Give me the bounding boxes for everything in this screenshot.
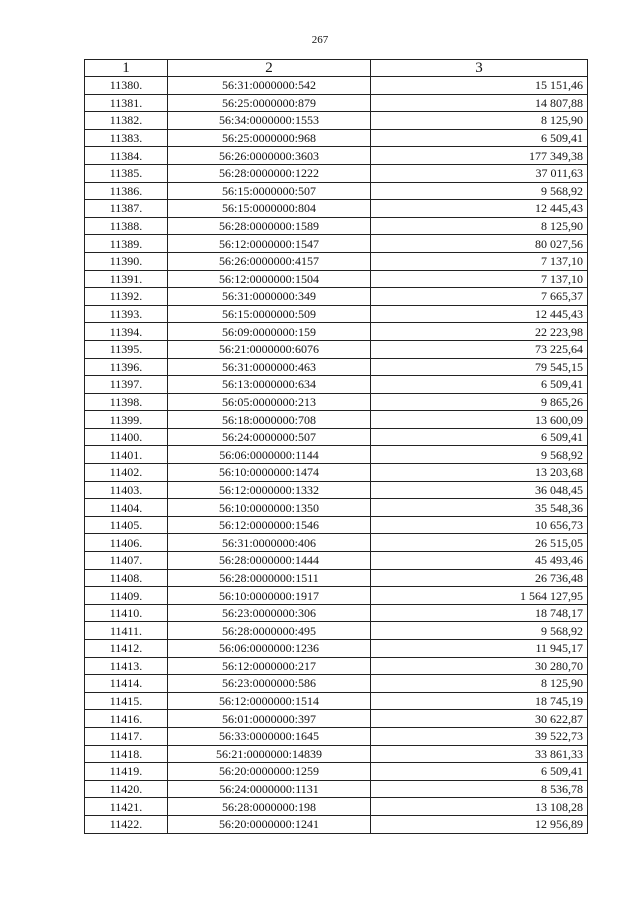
table-row <box>85 692 588 710</box>
row-number-cell: 11389. <box>85 235 168 253</box>
cadastral-number-cell: 56:28:0000000:1589 <box>168 217 371 235</box>
table-row <box>85 622 588 640</box>
table-row <box>85 499 588 517</box>
row-number-cell: 11404. <box>85 499 168 517</box>
row-number-cell: 11399. <box>85 411 168 429</box>
amount-cell: 13 203,68 <box>371 464 588 482</box>
amount-cell: 7 137,10 <box>371 270 588 288</box>
table-row <box>85 552 588 570</box>
amount-cell: 36 048,45 <box>371 481 588 499</box>
table-body <box>85 77 588 834</box>
cadastral-number-cell: 56:24:0000000:1131 <box>168 780 371 798</box>
cadastral-number-cell: 56:13:0000000:634 <box>168 376 371 394</box>
amount-cell: 9 568,92 <box>371 182 588 200</box>
amount-cell: 14 807,88 <box>371 94 588 112</box>
amount-cell: 6 509,41 <box>371 428 588 446</box>
row-number-cell: 11419. <box>85 763 168 781</box>
row-number-cell: 11415. <box>85 692 168 710</box>
cadastral-number-cell: 56:28:0000000:1222 <box>168 164 371 182</box>
cadastral-number-cell: 56:26:0000000:3603 <box>168 147 371 165</box>
row-number-cell: 11405. <box>85 516 168 534</box>
cadastral-number-cell: 56:26:0000000:4157 <box>168 252 371 270</box>
table-row <box>85 270 588 288</box>
table-row <box>85 252 588 270</box>
row-number-cell: 11403. <box>85 481 168 499</box>
cadastral-number-cell: 56:31:0000000:463 <box>168 358 371 376</box>
row-number-cell: 11397. <box>85 376 168 394</box>
row-number-cell: 11413. <box>85 657 168 675</box>
amount-cell: 79 545,15 <box>371 358 588 376</box>
amount-cell: 8 125,90 <box>371 112 588 130</box>
cadastral-number-cell: 56:31:0000000:349 <box>168 288 371 306</box>
amount-cell: 39 522,73 <box>371 727 588 745</box>
amount-cell: 26 515,05 <box>371 534 588 552</box>
table-row <box>85 428 588 446</box>
row-number-cell: 11384. <box>85 147 168 165</box>
row-number-cell: 11383. <box>85 129 168 147</box>
cadastral-number-cell: 56:12:0000000:1547 <box>168 235 371 253</box>
table-row <box>85 516 588 534</box>
cadastral-number-cell: 56:01:0000000:397 <box>168 710 371 728</box>
amount-cell: 15 151,46 <box>371 77 588 95</box>
header-row <box>85 60 588 77</box>
row-number-cell: 11400. <box>85 428 168 446</box>
cadastral-number-cell: 56:12:0000000:1546 <box>168 516 371 534</box>
row-number-cell: 11385. <box>85 164 168 182</box>
row-number-cell: 11416. <box>85 710 168 728</box>
row-number-cell: 11407. <box>85 552 168 570</box>
table-row <box>85 604 588 622</box>
row-number-cell: 11390. <box>85 252 168 270</box>
table-row <box>85 569 588 587</box>
cadastral-number-cell: 56:06:0000000:1236 <box>168 640 371 658</box>
amount-cell: 33 861,33 <box>371 745 588 763</box>
cadastral-number-cell: 56:25:0000000:879 <box>168 94 371 112</box>
table-row <box>85 94 588 112</box>
header-col-2: 2 <box>168 60 371 77</box>
row-number-cell: 11421. <box>85 798 168 816</box>
amount-cell: 45 493,46 <box>371 552 588 570</box>
table-row <box>85 235 588 253</box>
amount-cell: 8 536,78 <box>371 780 588 798</box>
table-row <box>85 376 588 394</box>
amount-cell: 11 945,17 <box>371 640 588 658</box>
cadastral-number-cell: 56:28:0000000:1444 <box>168 552 371 570</box>
table-row <box>85 745 588 763</box>
cadastral-number-cell: 56:21:0000000:14839 <box>168 745 371 763</box>
table-row <box>85 323 588 341</box>
row-number-cell: 11392. <box>85 288 168 306</box>
table-row <box>85 534 588 552</box>
cadastral-number-cell: 56:12:0000000:1504 <box>168 270 371 288</box>
row-number-cell: 11414. <box>85 675 168 693</box>
amount-cell: 18 745,19 <box>371 692 588 710</box>
amount-cell: 7 665,37 <box>371 288 588 306</box>
table-row <box>85 288 588 306</box>
amount-cell: 12 956,89 <box>371 815 588 833</box>
amount-cell: 22 223,98 <box>371 323 588 341</box>
cadastral-number-cell: 56:34:0000000:1553 <box>168 112 371 130</box>
table-row <box>85 393 588 411</box>
amount-cell: 8 125,90 <box>371 217 588 235</box>
table-row <box>85 446 588 464</box>
table-row <box>85 815 588 833</box>
cadastral-number-cell: 56:06:0000000:1144 <box>168 446 371 464</box>
table-row <box>85 200 588 218</box>
cadastral-number-cell: 56:23:0000000:306 <box>168 604 371 622</box>
cadastral-number-cell: 56:18:0000000:708 <box>168 411 371 429</box>
amount-cell: 35 548,36 <box>371 499 588 517</box>
amount-cell: 12 445,43 <box>371 200 588 218</box>
amount-cell: 6 509,41 <box>371 763 588 781</box>
amount-cell: 6 509,41 <box>371 129 588 147</box>
amount-cell: 10 656,73 <box>371 516 588 534</box>
header-col-1: 1 <box>85 60 168 77</box>
row-number-cell: 11387. <box>85 200 168 218</box>
page-number: 267 <box>311 34 329 46</box>
cadastral-number-cell: 56:10:0000000:1474 <box>168 464 371 482</box>
table-row <box>85 112 588 130</box>
row-number-cell: 11411. <box>85 622 168 640</box>
cadastral-number-cell: 56:20:0000000:1259 <box>168 763 371 781</box>
row-number-cell: 11382. <box>85 112 168 130</box>
cadastral-number-cell: 56:21:0000000:6076 <box>168 340 371 358</box>
cadastral-number-cell: 56:28:0000000:198 <box>168 798 371 816</box>
cadastral-number-cell: 56:09:0000000:159 <box>168 323 371 341</box>
amount-cell: 30 622,87 <box>371 710 588 728</box>
row-number-cell: 11418. <box>85 745 168 763</box>
row-number-cell: 11393. <box>85 305 168 323</box>
amount-cell: 73 225,64 <box>371 340 588 358</box>
cadastral-number-cell: 56:24:0000000:507 <box>168 428 371 446</box>
cadastral-number-cell: 56:05:0000000:213 <box>168 393 371 411</box>
table-row <box>85 763 588 781</box>
row-number-cell: 11417. <box>85 727 168 745</box>
table-row <box>85 675 588 693</box>
cadastral-number-cell: 56:20:0000000:1241 <box>168 815 371 833</box>
row-number-cell: 11406. <box>85 534 168 552</box>
cadastral-number-cell: 56:25:0000000:968 <box>168 129 371 147</box>
table-row <box>85 129 588 147</box>
cadastral-number-cell: 56:15:0000000:804 <box>168 200 371 218</box>
table-row <box>85 587 588 605</box>
amount-cell: 8 125,90 <box>371 675 588 693</box>
row-number-cell: 11381. <box>85 94 168 112</box>
row-number-cell: 11420. <box>85 780 168 798</box>
amount-cell: 177 349,38 <box>371 147 588 165</box>
table-row <box>85 710 588 728</box>
table-row <box>85 481 588 499</box>
table-row <box>85 182 588 200</box>
cadastral-number-cell: 56:28:0000000:495 <box>168 622 371 640</box>
table-row <box>85 464 588 482</box>
cadastral-number-cell: 56:12:0000000:1332 <box>168 481 371 499</box>
table-row <box>85 358 588 376</box>
cadastral-number-cell: 56:12:0000000:1514 <box>168 692 371 710</box>
cadastral-number-cell: 56:23:0000000:586 <box>168 675 371 693</box>
row-number-cell: 11391. <box>85 270 168 288</box>
amount-cell: 37 011,63 <box>371 164 588 182</box>
table-row <box>85 780 588 798</box>
amount-cell: 9 865,26 <box>371 393 588 411</box>
amount-cell: 80 027,56 <box>371 235 588 253</box>
header-col-3: 3 <box>371 60 588 77</box>
amount-cell: 13 108,28 <box>371 798 588 816</box>
cadastral-number-cell: 56:31:0000000:542 <box>168 77 371 95</box>
table-row <box>85 727 588 745</box>
cadastral-number-cell: 56:15:0000000:509 <box>168 305 371 323</box>
table-row <box>85 411 588 429</box>
amount-cell: 1 564 127,95 <box>371 587 588 605</box>
table-row <box>85 640 588 658</box>
registry-table <box>84 59 588 834</box>
amount-cell: 18 748,17 <box>371 604 588 622</box>
table-row <box>85 340 588 358</box>
amount-cell: 6 509,41 <box>371 376 588 394</box>
amount-cell: 9 568,92 <box>371 446 588 464</box>
row-number-cell: 11386. <box>85 182 168 200</box>
row-number-cell: 11410. <box>85 604 168 622</box>
cadastral-number-cell: 56:31:0000000:406 <box>168 534 371 552</box>
row-number-cell: 11412. <box>85 640 168 658</box>
table-row <box>85 798 588 816</box>
amount-cell: 26 736,48 <box>371 569 588 587</box>
row-number-cell: 11394. <box>85 323 168 341</box>
table-row <box>85 147 588 165</box>
cadastral-number-cell: 56:15:0000000:507 <box>168 182 371 200</box>
cadastral-number-cell: 56:10:0000000:1350 <box>168 499 371 517</box>
amount-cell: 30 280,70 <box>371 657 588 675</box>
amount-cell: 7 137,10 <box>371 252 588 270</box>
row-number-cell: 11402. <box>85 464 168 482</box>
row-number-cell: 11395. <box>85 340 168 358</box>
cadastral-number-cell: 56:12:0000000:217 <box>168 657 371 675</box>
table-row <box>85 657 588 675</box>
row-number-cell: 11408. <box>85 569 168 587</box>
row-number-cell: 11422. <box>85 815 168 833</box>
amount-cell: 9 568,92 <box>371 622 588 640</box>
cadastral-number-cell: 56:33:0000000:1645 <box>168 727 371 745</box>
cadastral-number-cell: 56:10:0000000:1917 <box>168 587 371 605</box>
row-number-cell: 11398. <box>85 393 168 411</box>
row-number-cell: 11401. <box>85 446 168 464</box>
row-number-cell: 11380. <box>85 77 168 95</box>
table-row <box>85 217 588 235</box>
row-number-cell: 11396. <box>85 358 168 376</box>
row-number-cell: 11388. <box>85 217 168 235</box>
table-header <box>85 60 588 77</box>
row-number-cell: 11409. <box>85 587 168 605</box>
table-row <box>85 164 588 182</box>
cadastral-number-cell: 56:28:0000000:1511 <box>168 569 371 587</box>
amount-cell: 12 445,43 <box>371 305 588 323</box>
table-row <box>85 305 588 323</box>
table-row <box>85 77 588 95</box>
amount-cell: 13 600,09 <box>371 411 588 429</box>
